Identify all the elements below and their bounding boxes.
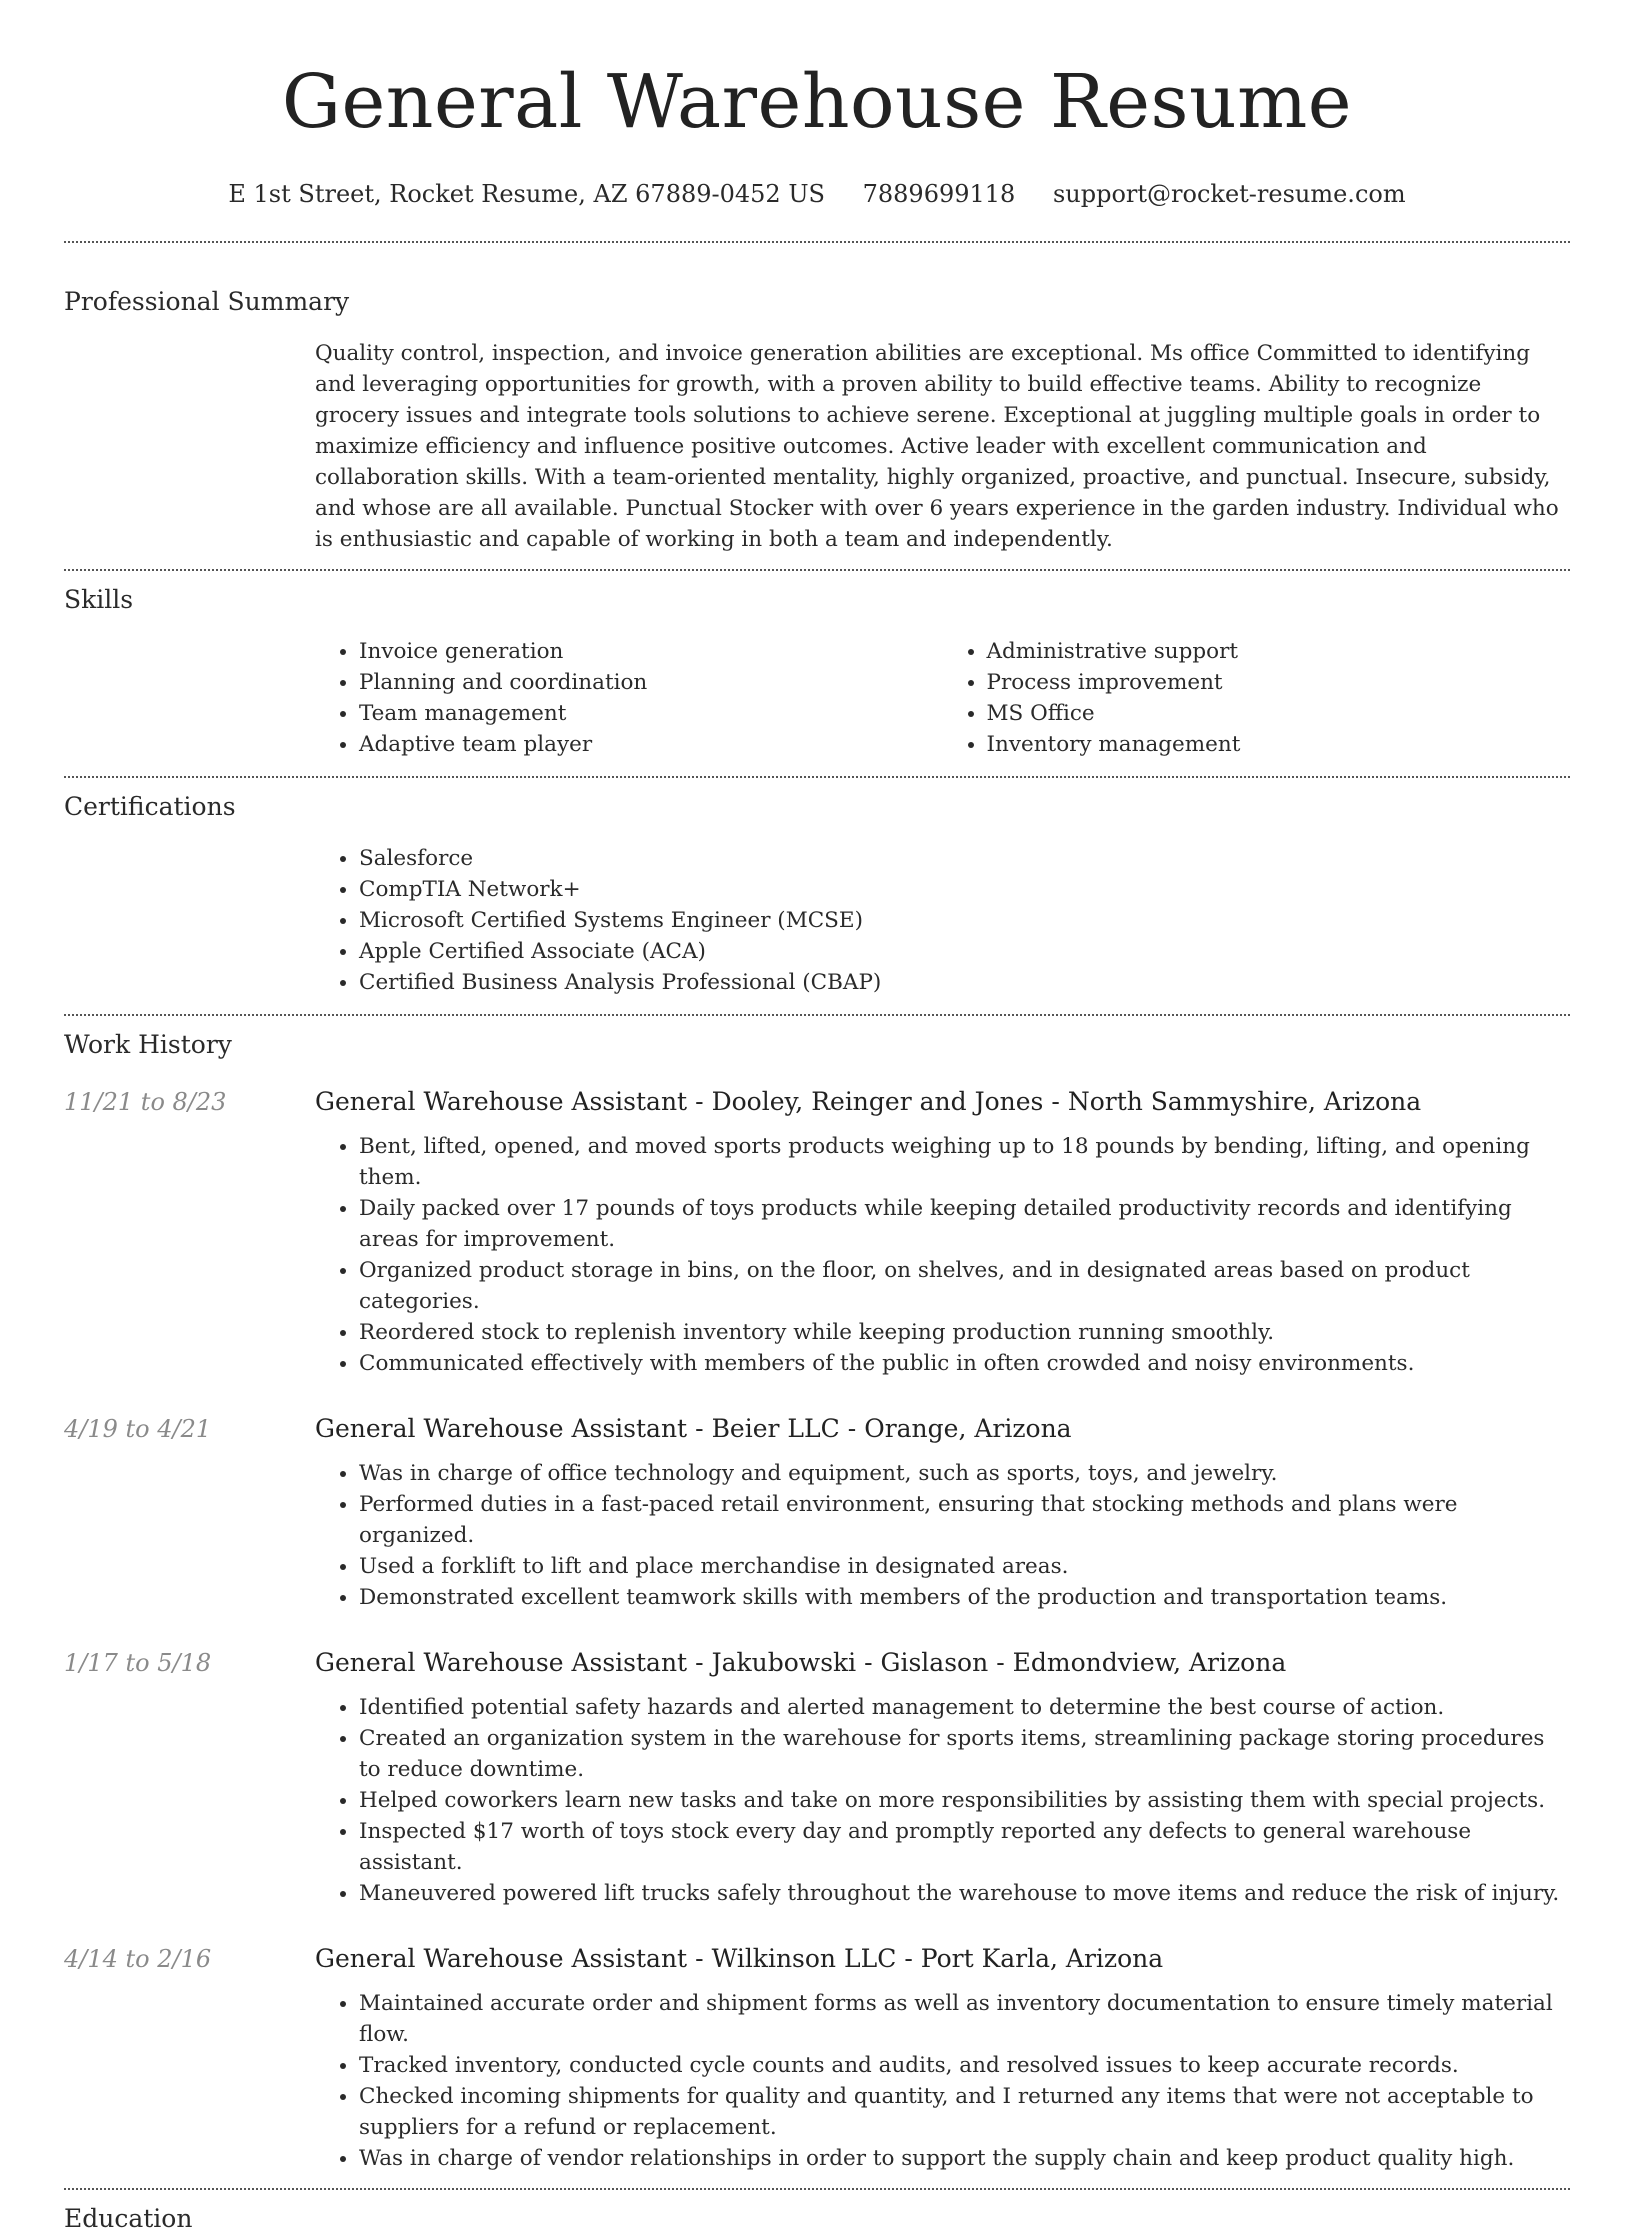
section-heading-summary: Professional Summary: [64, 287, 350, 316]
job-bullets: [315, 1131, 1570, 1379]
certification-item: • Salesforce: [359, 843, 1570, 874]
job-entry: [64, 1085, 1570, 1379]
job-bullet: • Helped coworkers learn new tasks and take on more responsibilities by assisting them with special projects.: [359, 1785, 1570, 1816]
job-company: Dooley, Reinger and Jones: [711, 1087, 1044, 1116]
job-heading: General Warehouse Assistant - Beier LLC - Orange, Arizona: [315, 1414, 1072, 1443]
job-bullet: • Created an organization system in the warehouse for sports items, streamlining package storing procedures to reduce downtime.: [359, 1723, 1570, 1785]
skill-item: • Process improvement: [987, 667, 1571, 698]
job-bullet: • Maintained accurate order and shipment forms as well as inventory documentation to ensure timely material flow.: [359, 1988, 1570, 2050]
certifications-content: [315, 843, 1570, 998]
summary-section: [64, 243, 1570, 555]
section-heading-education: Education: [64, 2204, 193, 2233]
section-heading-skills: Skills: [64, 585, 134, 614]
job-bullet: • Used a forklift to lift and place merchandise in designated areas.: [359, 1551, 1570, 1582]
skills-grid: [315, 636, 1570, 760]
job-heading: General Warehouse Assistant - Jakubowski - Gislason - Edmondview, Arizona: [315, 1648, 1287, 1677]
job-bullet: • Was in charge of office technology and equipment, such as sports, toys, and jewelry.: [359, 1458, 1570, 1489]
job-title: General Warehouse Assistant: [315, 1087, 688, 1116]
job-location: Port Karla, Arizona: [920, 1944, 1164, 1973]
job-location: North Sammyshire, Arizona: [1067, 1087, 1422, 1116]
job-bullet: • Daily packed over 17 pounds of toys products while keeping detailed productivity records and identifying areas for improvement.: [359, 1193, 1570, 1255]
resume-title: General Warehouse Resume: [281, 59, 1353, 145]
job-bullet: • Bent, lifted, opened, and moved sports products weighing up to 18 pounds by bending, lifting, and opening them.: [359, 1131, 1570, 1193]
skill-item: • Administrative support: [987, 636, 1571, 667]
contact-email: support@rocket-resume.com: [1052, 180, 1406, 208]
job-location: Orange, Arizona: [864, 1414, 1072, 1443]
job-bullet: • Was in charge of vendor relationships in order to support the supply chain and keep product quality high.: [359, 2143, 1570, 2174]
job-title: General Warehouse Assistant: [315, 1648, 688, 1677]
contact-address: E 1st Street, Rocket Resume, AZ 67889-0452 US: [228, 180, 825, 208]
job-title: General Warehouse Assistant: [315, 1944, 688, 1973]
skill-item: • Team management: [359, 698, 943, 729]
job-bullet: • Checked incoming shipments for quality and quantity, and I returned any items that were not acceptable to suppliers for a refund or replacement.: [359, 2081, 1570, 2143]
skill-item: • Adaptive team player: [359, 729, 943, 760]
job-bullets: [315, 1692, 1570, 1909]
skills-section: [64, 571, 1570, 760]
certifications-list: [315, 843, 1570, 998]
job-bullet: • Communicated effectively with members of the public in often crowded and noisy environments.: [359, 1348, 1570, 1379]
skill-item: • MS Office: [987, 698, 1571, 729]
skill-item: • Invoice generation: [359, 636, 943, 667]
certification-item: • CompTIA Network+: [359, 874, 1570, 905]
job-bullet: • Organized product storage in bins, on the floor, on shelves, and in designated areas based on product categories.: [359, 1255, 1570, 1317]
education-section: [64, 2190, 1570, 2236]
skills-list-right: [943, 636, 1571, 760]
job-company: Wilkinson LLC: [711, 1944, 897, 1973]
certifications-section: [64, 778, 1570, 998]
contact-line: [64, 178, 1570, 210]
job-bullet: • Performed duties in a fast-paced retail environment, ensuring that stocking methods and plans were organized.: [359, 1489, 1570, 1551]
job-location: Edmondview, Arizona: [1012, 1648, 1287, 1677]
job-entry: [64, 1646, 1570, 1909]
job-dates: 4/14 to 2/16: [64, 1945, 212, 1973]
job-bullet: • Identified potential safety hazards and alerted management to determine the best course of action.: [359, 1692, 1570, 1723]
summary-text: Quality control, inspection, and invoice generation abilities are exceptional. Ms office Committed to identifying and leveraging opportunities for growth, with a proven ability to build effective teams. Ability to recognize grocery issues and integrate tools solutions to achieve serene. Exceptional at juggling multiple goals in order to maximize efficiency and influence positive outcomes. Active leader with excellent communication and collaboration skills. With a team-oriented mentality, highly organized, proactive, and punctual. Insecure, subsidy, and whose are all available. Punctual Stocker with over 6 years experience in the garden industry. Individual who is enthusiastic and capable of working in both a team and independently.: [315, 341, 1559, 552]
job-dates: 11/21 to 8/23: [64, 1088, 227, 1116]
certification-item: • Microsoft Certified Systems Engineer (MCSE): [359, 905, 1570, 936]
skill-item: • Planning and coordination: [359, 667, 943, 698]
job-company: Beier LLC: [711, 1414, 840, 1443]
job-bullets: [315, 1988, 1570, 2174]
section-heading-work-history: Work History: [64, 1030, 232, 1059]
job-bullets: [315, 1458, 1570, 1613]
job-dates: 1/17 to 5/18: [64, 1649, 212, 1677]
job-bullet: • Maneuvered powered lift trucks safely throughout the warehouse to move items and reduce the risk of injury.: [359, 1878, 1570, 1909]
skill-item: • Inventory management: [987, 729, 1571, 760]
skills-list-left: [315, 636, 943, 760]
job-dates: 4/19 to 4/21: [64, 1415, 212, 1443]
certification-item: • Certified Business Analysis Professional (CBAP): [359, 967, 1570, 998]
job-entry: [64, 1942, 1570, 2174]
job-heading: General Warehouse Assistant - Wilkinson LLC - Port Karla, Arizona: [315, 1944, 1164, 1973]
job-bullet: • Demonstrated excellent teamwork skills with members of the production and transportation teams.: [359, 1582, 1570, 1613]
resume-page: [64, 0, 1570, 2233]
job-bullet: • Inspected $17 worth of toys stock every day and promptly reported any defects to general warehouse assistant.: [359, 1816, 1570, 1878]
job-entry: [64, 1412, 1570, 1613]
certification-item: • Apple Certified Associate (ACA): [359, 936, 1570, 967]
job-heading: General Warehouse Assistant - Dooley, Reinger and Jones - North Sammyshire, Arizona: [315, 1087, 1422, 1116]
job-company: Jakubowski - Gislason: [711, 1648, 989, 1677]
work-history-section: [64, 1016, 1570, 2174]
job-title: General Warehouse Assistant: [315, 1414, 688, 1443]
summary-content: [315, 338, 1570, 555]
section-heading-certifications: Certifications: [64, 792, 236, 821]
job-bullet: • Reordered stock to replenish inventory while keeping production running smoothly.: [359, 1317, 1570, 1348]
contact-phone: 7889699118: [862, 180, 1016, 208]
job-bullet: • Tracked inventory, conducted cycle counts and audits, and resolved issues to keep accurate records.: [359, 2050, 1570, 2081]
